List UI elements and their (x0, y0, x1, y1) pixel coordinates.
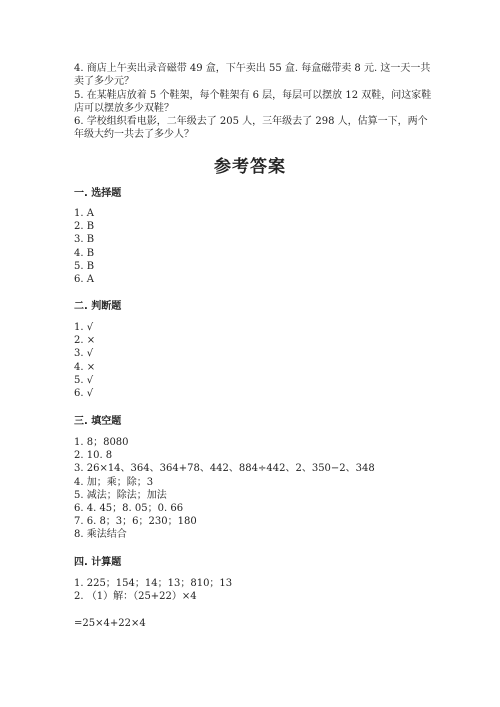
answer-item: 2. 10. 8 (74, 450, 113, 462)
question-5-line-1: 5. 在某鞋店放着 5 个鞋架，每个鞋架有 6 层，每层可以摆放 12 双鞋，问这家鞋 (74, 90, 432, 101)
section-heading-calc: 四. 计算题 (74, 557, 122, 568)
section-heading-fill: 三. 填空题 (74, 416, 122, 427)
answer-item: 5. 减法；除法；加法 (74, 489, 167, 501)
answer-item: 6. √ (74, 388, 94, 400)
section-heading-choice: 一. 选择题 (74, 188, 122, 199)
answer-title: 参考答案 (214, 157, 286, 177)
answer-item: 7. 6. 8；3；6；230；180 (74, 516, 197, 528)
answer-item: 1. 225；154；14；13；810；13 (74, 578, 233, 589)
question-4 (74, 62, 434, 88)
answer-item: 1. √ (74, 322, 94, 333)
question-4-line-1: 4. 商店上午卖出录音磁带 49 盒，下午卖出 55 盒. 每盒磁带卖 8 元. 这一天一共 (74, 63, 431, 74)
calc-extra-line: =25×4+22×4 (74, 618, 146, 629)
calc-answer-list (74, 577, 232, 603)
answer-item: 3. √ (74, 348, 94, 360)
answer-item: 4. 加；乘；除；3 (74, 476, 154, 488)
answer-item: 2. × (74, 335, 96, 347)
section-heading-judge: 二. 判断题 (74, 301, 122, 312)
choice-answer-list (74, 207, 94, 286)
judge-answer-list (74, 321, 95, 400)
answer-item: 4. × (74, 361, 96, 373)
answer-item: 3. B (74, 234, 95, 246)
answer-item: 2. B (74, 221, 95, 233)
answer-item: 2. （1）解：（25+22）×4 (74, 591, 197, 603)
question-5-line-2: 店可以摆放多少双鞋？ (74, 103, 174, 114)
answer-item: 4. B (74, 247, 95, 259)
question-4-line-2: 卖了多少元？ (74, 76, 134, 87)
question-5 (74, 89, 434, 115)
question-6-line-1: 6. 学校组织看电影，二年级去了 205 人，三年级去了 298 人，估算一下，两个 (74, 116, 428, 127)
answer-item: 5. B (74, 260, 95, 272)
question-6-line-2: 年级大约一共去了多少人？ (74, 129, 194, 140)
question-6 (74, 115, 434, 141)
answer-item: 1. 8；8080 (74, 437, 129, 448)
answer-item: 5. √ (74, 374, 94, 386)
answer-item: 3. 26×14、364、364+78、442、884÷442、2、350−2、348 (74, 463, 375, 475)
fill-answer-list (74, 436, 375, 542)
answer-item: 6. A (74, 274, 94, 286)
answer-item: 8. 乘法结合 (74, 529, 127, 541)
answer-item: 1. A (74, 208, 94, 219)
answer-item: 6. 4. 45；8. 05；0. 66 (74, 503, 184, 515)
